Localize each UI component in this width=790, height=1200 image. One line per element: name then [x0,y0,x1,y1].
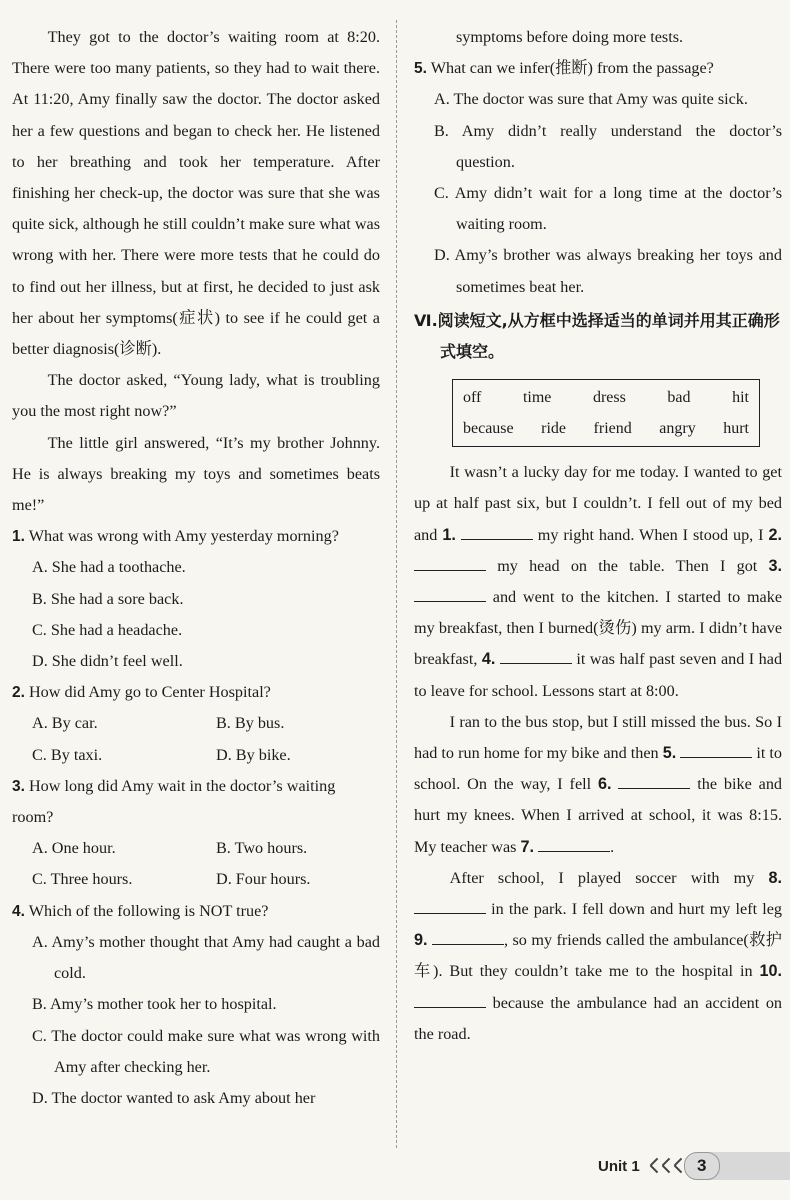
column-divider [396,20,397,1148]
word-box-row [463,382,749,413]
left-column [12,22,380,1114]
word-box [452,379,760,447]
blank-10[interactable] [414,991,486,1008]
option-b[interactable]: B. By bus. [216,714,285,733]
passage-paragraph-1: They got to the doctor’s waiting room at 8:20. There were too many patients, so they had to wait there. At 11:20, Amy finally saw the doctor. The doctor asked her a few questions and began to check her. He listened to her breathing and took her temperature. After finishing her check-up, the doctor was sure that she was quite sick, although he still couldn’t make sure what was wrong with her. There were more tests that he could do to find out her illness, but at first, he decided to just ask her about her symptoms(症状) to see if he could get a better diagnosis(诊断). [12,28,380,359]
blank-number: 10. [759,962,782,981]
question-number: 2. [12,684,25,702]
cloze-text: After school, I played soccer with my [449,868,755,887]
blank-1[interactable] [461,523,533,540]
option-d[interactable]: D. By bike. [216,745,291,764]
section-instruction: 阅读短文,从方框中选择适当的单词并用其正确形式填空。 [437,310,780,362]
cloze-text: the bike and hurt my knees. When I arrived at school, it was 8:15. My teacher was [414,775,783,856]
option-d[interactable]: D. The doctor wanted to ask Amy about her [32,1088,316,1107]
blank-number: 9. [414,931,428,950]
option-d[interactable]: D. She didn’t feel well. [32,652,183,671]
option-a[interactable]: A. She had a toothache. [32,558,186,577]
question-4 [12,896,380,927]
blank-2[interactable] [414,554,486,571]
blank-7[interactable] [538,835,610,852]
option-row [12,708,380,739]
word-option: ride [541,420,567,438]
option-row [12,864,380,895]
blank-number: 5. [662,744,677,763]
question-stem: How did Amy go to Center Hospital? [28,683,271,702]
option-row [12,740,380,771]
question-number: 5. [414,60,427,78]
cloze-text: . [610,837,615,856]
word-option: friend [593,420,632,438]
option-a[interactable]: A. The doctor was sure that Amy was quite sick. [434,90,748,109]
cloze-paragraph-3 [414,863,782,1050]
option-b[interactable]: B. She had a sore back. [32,589,184,608]
unit-label: Unit 1 [598,1157,640,1175]
option-c[interactable]: C. Amy didn’t wait for a long time at the doctor’s waiting room. [434,184,782,234]
blank-number: 6. [598,775,612,794]
question-number: 3. [12,777,25,795]
word-option: hit [732,389,749,407]
option-a[interactable]: A. One hour. [32,839,116,858]
word-option: bad [667,389,691,407]
section-heading [414,305,782,367]
word-option: angry [659,420,696,438]
question-stem: What can we infer(推断) from the passage? [430,59,714,78]
option-d-continued: symptoms before doing more tests. [456,28,684,46]
blank-number: 7. [520,837,535,856]
word-option: because [463,420,514,438]
question-number: 4. [12,902,25,920]
passage-paragraph-3: The little girl answered, “It’s my brother Johnny. He is always breaking my toys and sometimes beats me!” [12,433,380,515]
cloze-text: and went to the kitchen. I started to make my breakfast, then I burned(烫伤) my arm. I didn’t have breakfast, [414,588,783,669]
right-column [414,22,782,1050]
option-d[interactable]: D. Four hours. [216,870,311,889]
blank-number: 8. [768,868,782,887]
blank-number: 2. [768,525,783,544]
cloze-text: It wasn’t a lucky day for me today. I wanted to get up at half past six, but I couldn’t. I fell out of my bed and [414,463,782,544]
option-row [12,833,380,864]
question-5 [414,53,782,84]
page-footer [598,1152,720,1180]
question-stem: Which of the following is NOT true? [28,901,269,920]
word-option: off [463,389,482,407]
blank-3[interactable] [414,585,486,602]
cloze-text: , so my friends called the ambulance(救护车). But they couldn’t take me to the hospital in [414,931,782,981]
option-c[interactable]: C. Three hours. [32,870,133,889]
option-b[interactable]: B. Amy didn’t really understand the doctor’s question. [434,121,782,171]
chevron-right-icon [646,1156,682,1176]
chevron-right-icon [658,1156,670,1176]
question-stem: How long did Amy wait in the doctor’s waiting room? [12,776,336,827]
cloze-text: it to school. On the way, I fell [414,744,783,794]
option-c[interactable]: C. She had a headache. [32,620,183,639]
cloze-text: because the ambulance had an accident on the road. [414,993,783,1043]
word-option: time [522,389,552,407]
chevron-right-icon [646,1156,658,1176]
chevron-right-icon [670,1156,682,1176]
page-number: 3 [684,1152,720,1180]
cloze-text: my head on the table. Then I got [497,556,758,575]
option-c[interactable]: C. By taxi. [32,745,103,764]
blank-number: 3. [768,556,783,575]
blank-number: 4. [481,650,496,669]
blank-4[interactable] [500,647,572,664]
section-number: Ⅵ. [414,310,438,330]
option-d[interactable]: D. Amy’s brother was always breaking her toys and sometimes beat her. [434,246,782,296]
cloze-text: in the park. I fell down and hurt my left leg [491,900,783,919]
blank-8[interactable] [414,897,486,914]
option-b[interactable]: B. Two hours. [216,839,308,858]
blank-number: 1. [442,525,456,544]
blank-5[interactable] [680,741,752,758]
option-c[interactable]: C. The doctor could make sure what was wrong with Amy after checking her. [32,1026,380,1076]
option-a[interactable]: A. By car. [32,714,98,733]
option-b[interactable]: B. Amy’s mother took her to hospital. [32,995,277,1014]
word-option: hurt [723,420,749,438]
question-number: 1. [12,528,25,546]
option-a[interactable]: A. Amy’s mother thought that Amy had caught a bad cold. [32,932,380,983]
blank-9[interactable] [432,928,504,945]
cloze-paragraph-2 [414,707,782,863]
cloze-text: I ran to the bus stop, but I still missed the bus. So I had to run home for my bike and then [414,712,782,763]
question-1 [12,521,380,552]
word-box-row [463,413,749,444]
passage-paragraph-2: The doctor asked, “Young lady, what is troubling you the most right now?” [12,371,380,421]
cloze-text: it was half past seven and I had to leave for school. Lessons start at 8:00. [414,650,783,700]
word-option: dress [592,389,626,407]
cloze-paragraph-1 [414,457,782,707]
blank-6[interactable] [618,772,690,789]
cloze-text: my right hand. When I stood up, I [537,525,764,544]
question-stem: What was wrong with Amy yesterday morning? [28,527,339,546]
question-3 [12,771,380,833]
question-2 [12,677,380,708]
